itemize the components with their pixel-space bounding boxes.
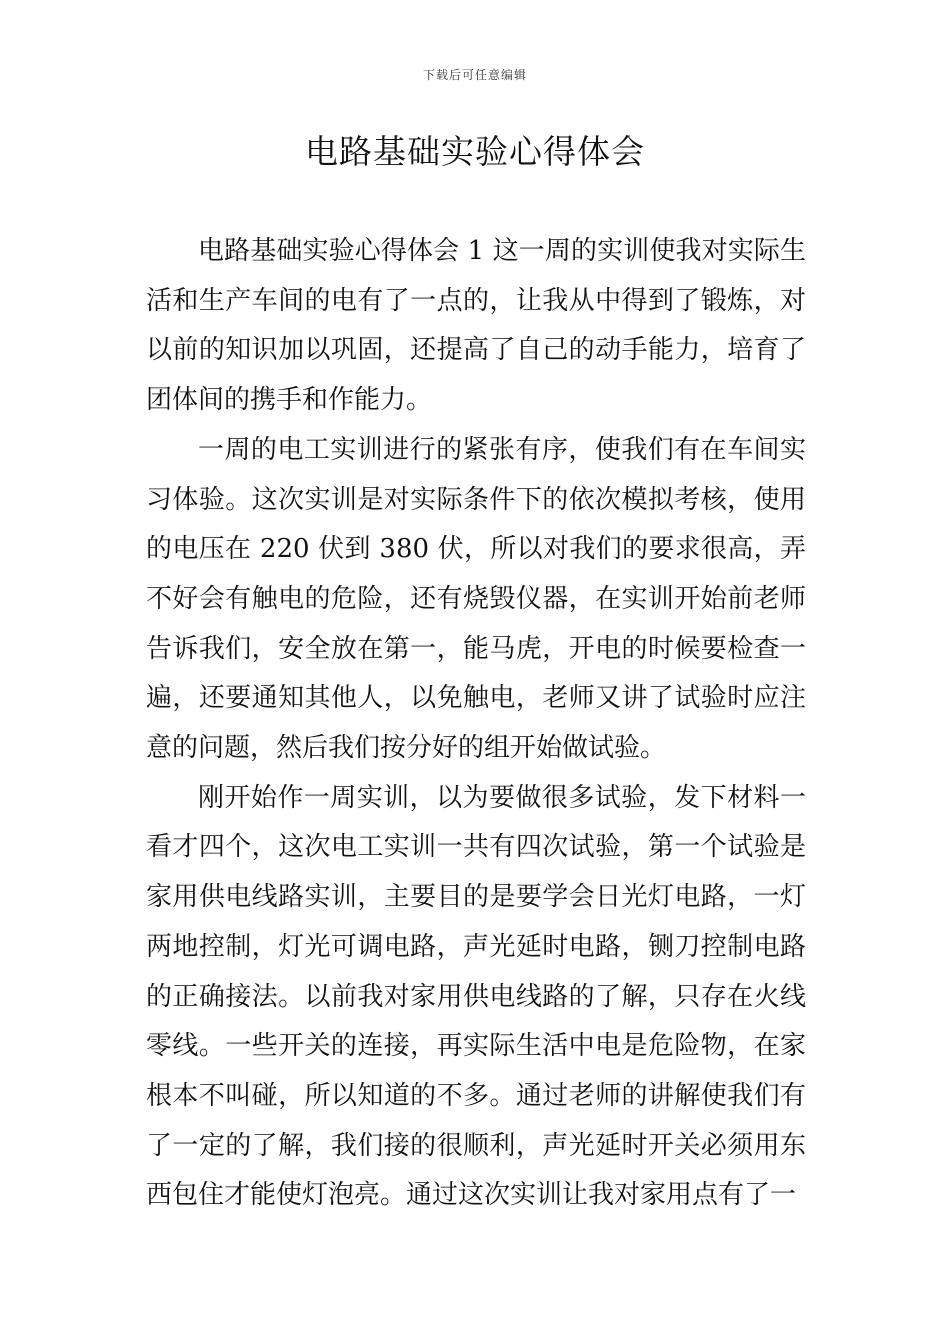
header-note: 下载后可任意编辑 — [422, 68, 527, 82]
document-body — [146, 227, 806, 1221]
paragraph-1: 电路基础实验心得体会 1 这一周的实训使我对实际生活和生产车间的电有了一点的，让我从中得到了锻炼，对以前的知识加以巩固，还提高了自己的动手能力，培育了团体间的携手和作能力。 — [146, 236, 806, 416]
paragraph-2: 一周的电工实训进行的紧张有序，使我们有在车间实习体验。这次实训是对实际条件下的依次模拟考核，使用的电压在 220 伏到 380 伏，所以对我们的要求很高，弄不好会有触电的危险，还有烧毁仪器，在实训开始前老师告诉我们，安全放在第一，能马虎，开电的时候要检查一遍，还要通知其他人，以免触电，老师又讲了试验时应注意的问题，然后我们按分好的组开始做试验。 — [146, 434, 806, 764]
paragraph-3: 刚开始作一周实训，以为要做很多试验，发下材料一看才四个，这次电工实训一共有四次试验，第一个试验是家用供电线路实训，主要目的是要学会日光灯电路，一灯两地控制，灯光可调电路，声光延时电路，铡刀控制电路的正确接法。以前我对家用供电线路的了解，只存在火线零线。一些开关的连接，再实际生活中电是危险物，在家根本不叫碰，所以知道的不多。通过老师的讲解使我们有了一定的了解，我们接的很顺利，声光延时开关必须用东西包住才能使灯泡亮。通过这次实训让我对家用点有了一 — [146, 782, 806, 1211]
document-title: 电路基础实验心得体会 — [305, 132, 645, 171]
